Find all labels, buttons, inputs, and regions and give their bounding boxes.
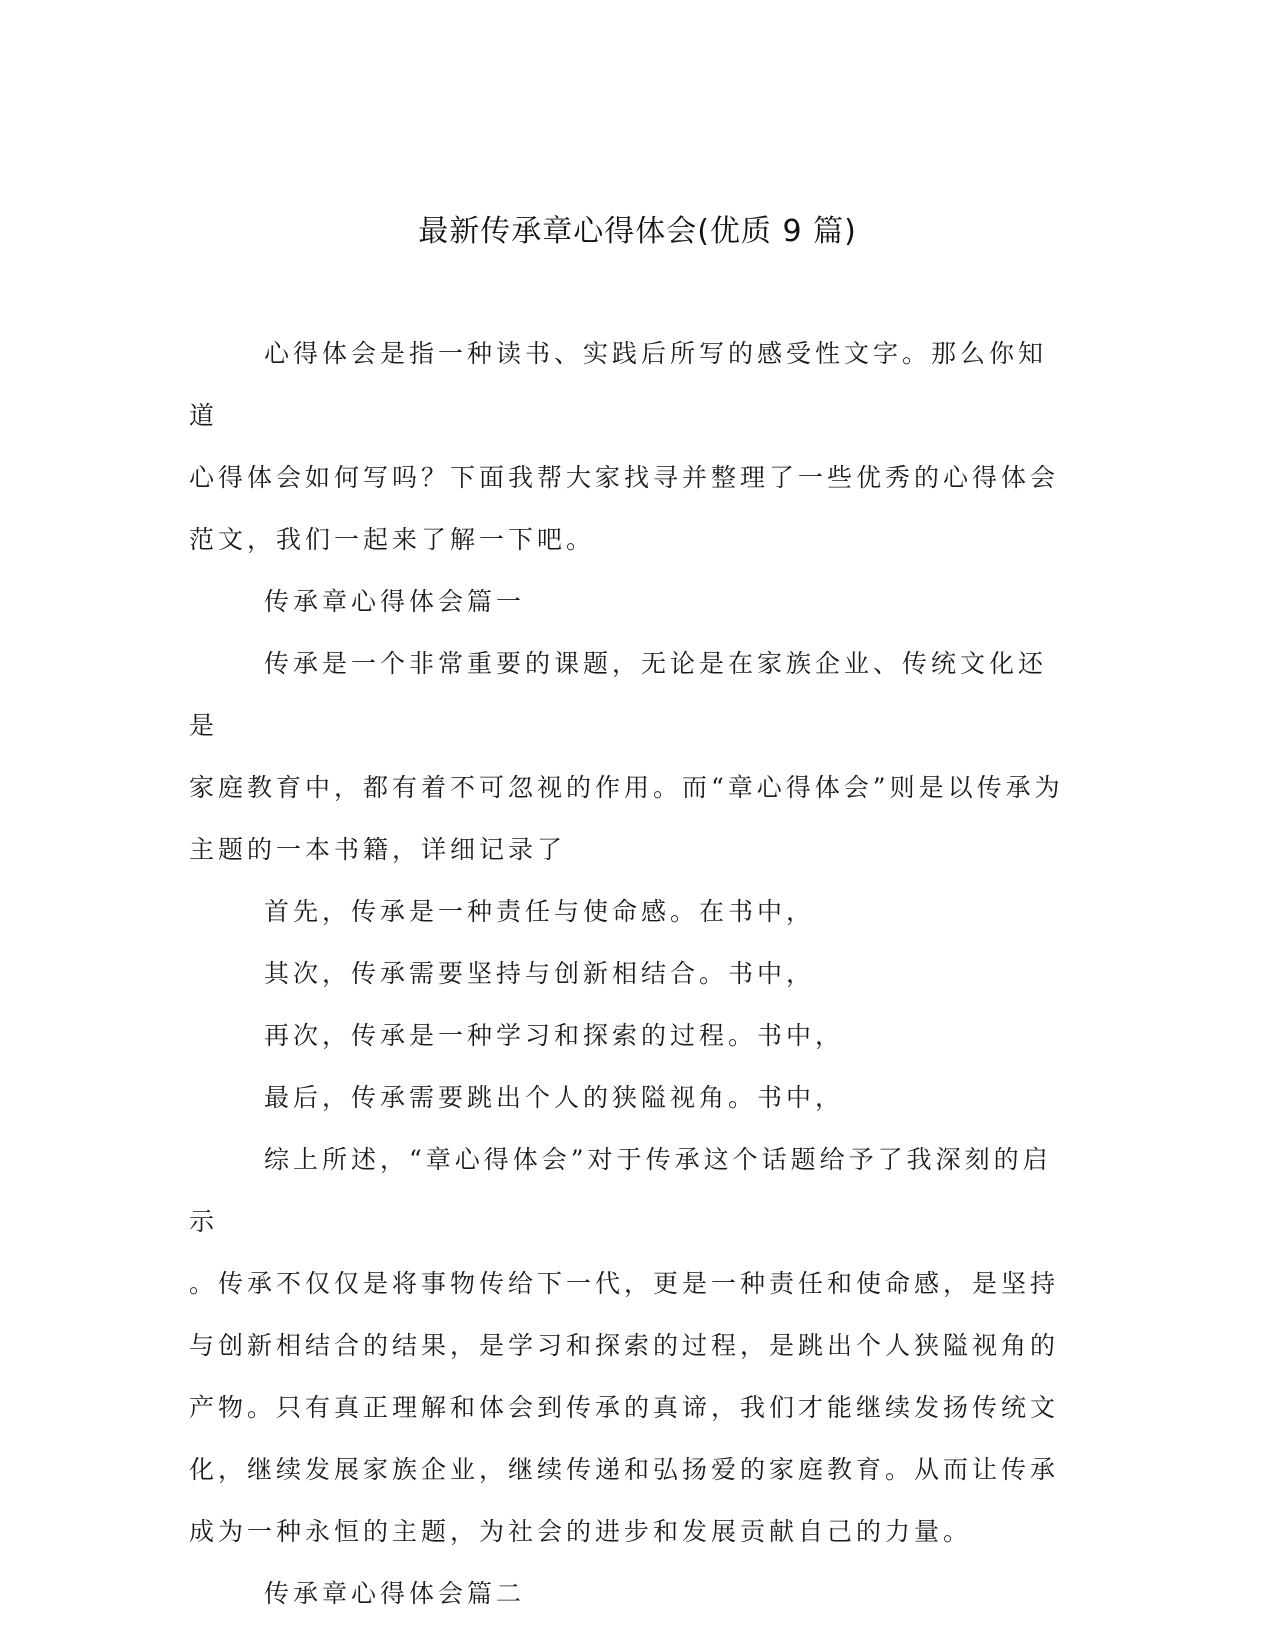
body-paragraph: 其次，传承需要坚持与创新相结合。书中， <box>264 959 816 988</box>
section-heading-two: 传承章心得体会篇二 <box>264 1579 526 1608</box>
document-body <box>189 323 1074 1625</box>
body-paragraph: 传承是一个非常重要的课题，无论是在家族企业、传统文化还是 家庭教育中，都有着不可忽视的作用。而“章心得体会”则是以传承为 主题的一本书籍，详细记录了 <box>189 649 1064 864</box>
intro-paragraph: 心得体会是指一种读书、实践后所写的感受性文字。那么你知道 心得体会如何写吗？下面我帮大家找寻并整理了一些优秀的心得体会 范文，我们一起来了解一下吧。 <box>189 339 1060 554</box>
body-paragraph: 最后，传承需要跳出个人的狭隘视角。书中， <box>264 1083 845 1112</box>
section-heading-one: 传承章心得体会篇一 <box>264 587 526 616</box>
body-paragraph: 再次，传承是一种学习和探索的过程。书中， <box>264 1021 845 1050</box>
document-title: 最新传承章心得体会(优质 9 篇) <box>418 214 857 249</box>
summary-paragraph: 综上所述，“章心得体会”对于传承这个话题给予了我深刻的启示 。传承不仅仅是将事物传给下一代，更是一种责任和使命感，是坚持 与创新相结合的结果，是学习和探索的过程，是跳出个人狭隘视角的 产物。只有真正理解和体会到传承的真谛，我们才能继续发扬传统文 化，继续发展家族企业，继续传递和弘扬爱的家庭教育。从而让传承 成为一种永恒的主题，为社会的进步和发展贡献自己的力量。 <box>189 1145 1060 1546</box>
body-paragraph: 首先，传承是一种责任与使命感。在书中， <box>264 897 816 926</box>
